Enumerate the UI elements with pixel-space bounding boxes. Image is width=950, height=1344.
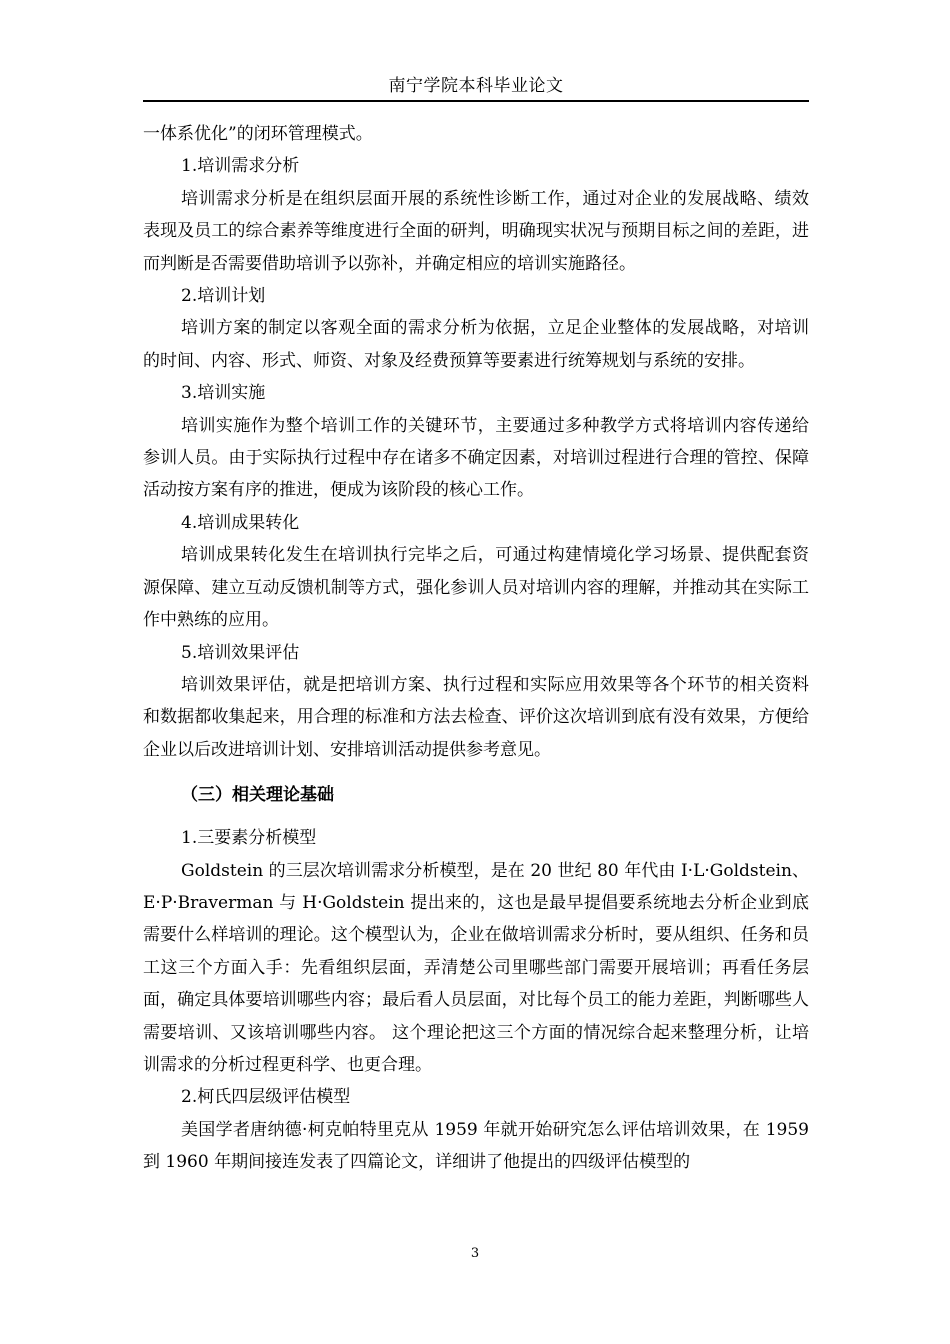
paragraph-effect-evaluation: 培训效果评估，就是把培训方案、执行过程和实际应用效果等各个环节的相关资料和数据都收集起来，用合理的标准和方法去检查、评价这次培训到底有没有效果，方便给企业以后改进培训计划、安排培训活动提供参考意见。 — [143, 674, 809, 760]
paragraph-needs-analysis: 培训需求分析是在组织层面开展的系统性诊断工作，通过对企业的发展战略、绩效表现及员工的综合素养等维度进行全面的研判，明确现实状况与预期目标之间的差距，进而判断是否需要借助培训予以弥补，并确定相应的培训实施路径。 — [143, 188, 809, 274]
paragraph-three-factor-model: Goldstein 的三层次培训需求分析模型，是在 20 世纪 80 年代由 I·L·Goldstein、E·P·Braverman 与 H·Goldstein 提出来的，这也是最早提倡要系统地去分析企业到底需要什么样培训的理论。这个模型认为，企业在做培训需求分析时，要从组织、任务和员工这三个方面入手：先看组织层面，弄清楚公司里哪些部门需要开展培训；再看任务层面，确定具体要培训哪些内容；最后看人员层面，对比每个员工的能力差距，判断哪些人需要培训、又该培训哪些内容。 这个理论把这三个方面的情况综合起来整理分析，让培训需求的分析过程更科学、也更合理。 — [143, 860, 809, 1075]
item-heading-needs-analysis: 1.培训需求分析 — [181, 156, 300, 177]
paragraph-training-plan: 培训方案的制定以客观全面的需求分析为依据，立足企业整体的发展战略，对培训的时间、内容、形式、师资、对象及经费预算等要素进行统筹规划与系统的安排。 — [143, 318, 809, 371]
paragraph-kirkpatrick-model: 美国学者唐纳德·柯克帕特里克从 1959 年就开始研究怎么评估培训效果，在 1959 到 1960 年期间接连发表了四篇论文，详细讲了他提出的四级评估模型的 — [143, 1119, 809, 1173]
item-heading-three-factor-model: 1.三要素分析模型 — [181, 828, 317, 849]
item-heading-outcome-transfer: 4.培训成果转化 — [181, 512, 300, 533]
paragraph-outcome-transfer: 培训成果转化发生在培训执行完毕之后，可通过构建情境化学习场景、提供配套资源保障、建立互动反馈机制等方式，强化参训人员对培训内容的理解，并推动其在实际工作中熟练的应用。 — [143, 545, 809, 631]
header-divider — [143, 100, 809, 102]
item-heading-kirkpatrick-model: 2.柯氏四层级评估模型 — [181, 1087, 351, 1108]
page-body — [143, 118, 809, 1179]
running-header: 南宁学院本科毕业论文 — [388, 76, 564, 96]
item-heading-training-plan: 2.培训计划 — [181, 286, 266, 307]
page-number: 3 — [470, 1246, 480, 1261]
item-heading-effect-evaluation: 5.培训效果评估 — [181, 642, 300, 663]
item-heading-training-implementation: 3.培训实施 — [181, 383, 266, 404]
continuation-paragraph: 一体系优化”的闭环管理模式。 — [143, 124, 373, 144]
section-heading-theory: （三）相关理论基础 — [181, 785, 334, 806]
paragraph-training-implementation: 培训实施作为整个培训工作的关键环节，主要通过多种教学方式将培训内容传递给参训人员。由于实际执行过程中存在诸多不确定因素，对培训过程进行合理的管控、保障活动按方案有序的推进，便成为该阶段的核心工作。 — [143, 415, 809, 501]
